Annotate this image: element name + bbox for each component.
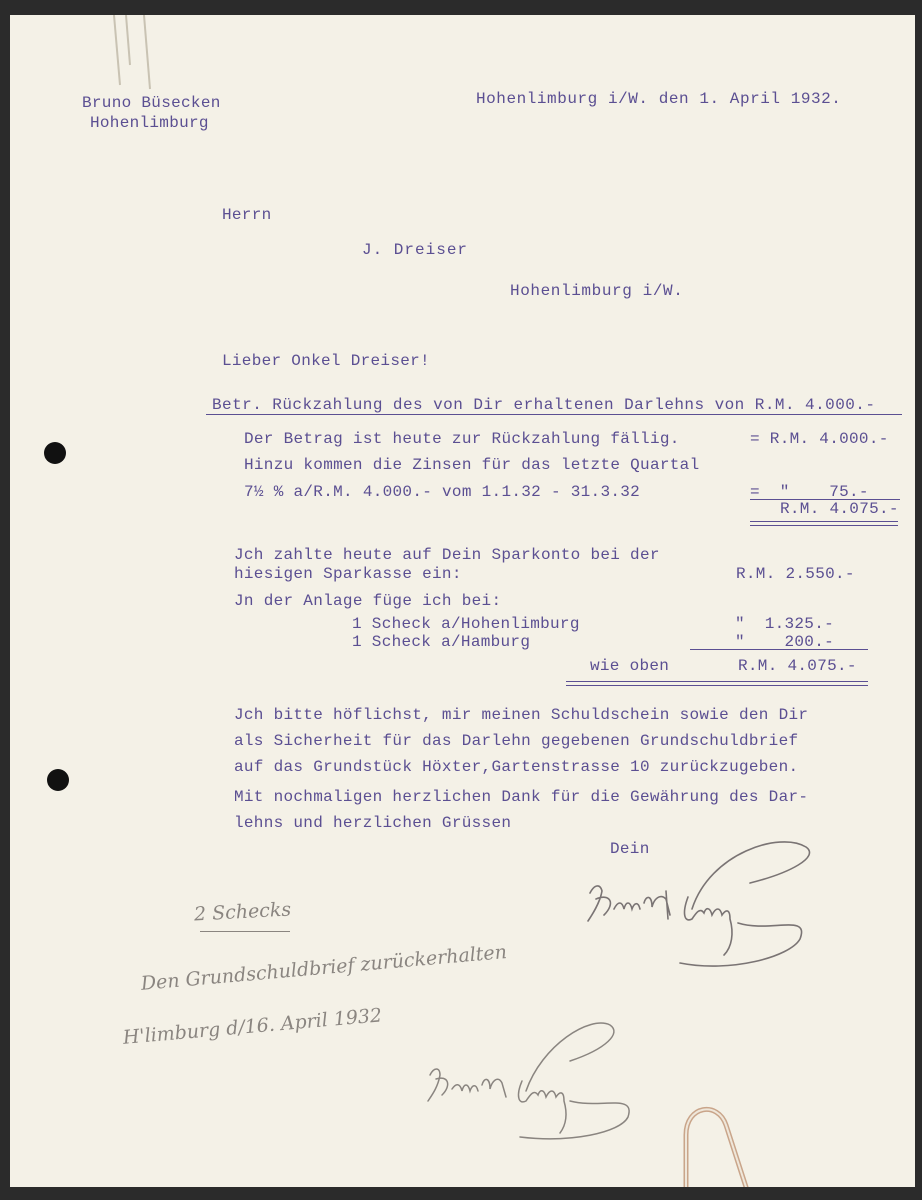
paperclip-top-icon bbox=[106, 15, 166, 95]
cheque1-label: 1 Scheck a/Hohenlimburg bbox=[352, 615, 580, 633]
recipient-name: J. Dreiser bbox=[362, 241, 469, 259]
punch-hole-top bbox=[44, 442, 66, 464]
sender-city: Hohenlimburg bbox=[90, 114, 209, 132]
calc-line3: 7½ % a/R.M. 4.000.- vom 1.1.32 - 31.3.32 bbox=[244, 483, 641, 501]
letter-page bbox=[10, 15, 915, 1187]
payment-line1: Jch zahlte heute auf Dein Sparkonto bei der bbox=[234, 546, 660, 564]
sender-name: Bruno Büsecken bbox=[82, 94, 221, 112]
pencil-note-underline bbox=[200, 931, 290, 932]
calc-line1: Der Betrag ist heute zur Rückzahlung fällig. bbox=[244, 430, 680, 448]
calc-total-amount: R.M. 4.075.- bbox=[780, 500, 899, 518]
recipient-salutation: Herrn bbox=[222, 206, 272, 224]
payment-sum-rule bbox=[690, 649, 868, 650]
payment-line3: Jn der Anlage füge ich bei: bbox=[234, 592, 502, 610]
signature-pencil-icon bbox=[410, 1005, 640, 1145]
greeting: Lieber Onkel Dreiser! bbox=[222, 352, 430, 370]
cheque2-label: 1 Scheck a/Hamburg bbox=[352, 633, 531, 651]
paperclip-bottom-icon bbox=[678, 1095, 758, 1187]
body-p1-line1: Jch bitte höflichst, mir meinen Schuldschein sowie den Dir bbox=[234, 706, 809, 724]
recipient-city: Hohenlimburg i/W. bbox=[510, 282, 684, 300]
body-p2-line1: Mit nochmaligen herzlichen Dank für die Gewährung des Dar- bbox=[234, 788, 809, 806]
payment-sum-double-rule bbox=[566, 681, 868, 686]
signature-ink-icon bbox=[570, 823, 820, 973]
closing: Dein bbox=[610, 840, 650, 858]
punch-hole-bottom bbox=[47, 769, 69, 791]
payment-sum-amount: R.M. 4.075.- bbox=[738, 657, 857, 675]
payment-sum-label: wie oben bbox=[590, 657, 670, 675]
body-p1-line3: auf das Grundstück Höxter,Gartenstrasse 10 zurückzugeben. bbox=[234, 758, 799, 776]
body-p2-line2: lehns und herzlichen Grüssen bbox=[234, 814, 512, 832]
subject-underline bbox=[206, 414, 902, 415]
cheque1-amount: " 1.325.- bbox=[735, 615, 835, 633]
calc-total-double-rule bbox=[750, 521, 898, 526]
cheque2-amount: " 200.- bbox=[735, 633, 835, 651]
place-date: Hohenlimburg i/W. den 1. April 1932. bbox=[476, 90, 842, 108]
calc-line3-amount: = " 75.- bbox=[750, 483, 869, 501]
pencil-note-receipt: Den Grundschuldbrief zurückerhalten bbox=[140, 940, 508, 995]
pencil-note-date: H'limburg d/16. April 1932 bbox=[122, 1004, 383, 1049]
payment-line2-amount: R.M. 2.550.- bbox=[736, 565, 855, 583]
body-p1-line2: als Sicherheit für das Darlehn gegebenen Grundschuldbrief bbox=[234, 732, 799, 750]
calc-line1-amount: = R.M. 4.000.- bbox=[750, 430, 889, 448]
pencil-note-cheques: 2 Schecks bbox=[193, 898, 292, 926]
payment-line2: hiesigen Sparkasse ein: bbox=[234, 565, 462, 583]
calc-line2: Hinzu kommen die Zinsen für das letzte Quartal bbox=[244, 456, 700, 474]
subject-line: Betr. Rückzahlung des von Dir erhaltenen Darlehns von R.M. 4.000.- bbox=[212, 396, 876, 414]
